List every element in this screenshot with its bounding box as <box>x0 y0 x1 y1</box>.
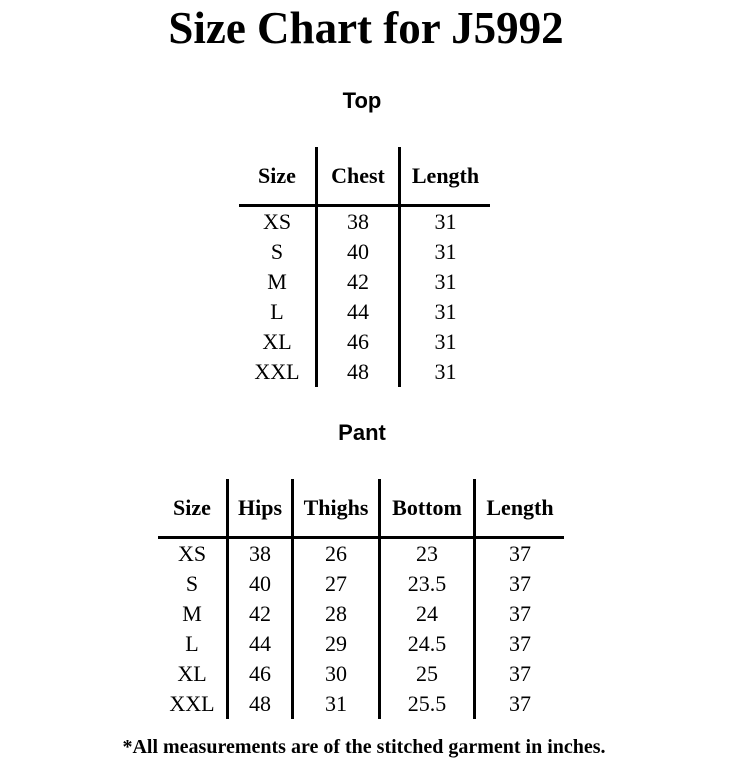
hips-cell: 40 <box>228 569 293 599</box>
bottom-cell: 24 <box>380 599 475 629</box>
top-col-chest: Chest <box>317 147 400 206</box>
length-cell: 31 <box>400 357 491 387</box>
length-cell: 37 <box>475 538 565 570</box>
size-cell: M <box>267 269 287 294</box>
hips-cell: 42 <box>228 599 293 629</box>
size-cell: S <box>185 571 199 596</box>
length-cell: 31 <box>400 267 491 297</box>
pant-col-thighs: Thighs <box>293 479 380 538</box>
table-row <box>158 538 564 570</box>
pant-header-row <box>158 479 564 538</box>
size-cell: L <box>185 631 199 656</box>
table-row <box>239 206 490 238</box>
table-row <box>239 267 490 297</box>
size-cell: XXL <box>254 359 300 384</box>
thighs-cell: 27 <box>293 569 380 599</box>
bottom-cell: 23 <box>380 538 475 570</box>
chest-cell: 38 <box>317 206 400 238</box>
table-row <box>158 599 564 629</box>
table-row <box>158 689 564 719</box>
length-cell: 31 <box>400 297 491 327</box>
pant-col-size: Size <box>173 494 211 520</box>
chest-cell: 42 <box>317 267 400 297</box>
bottom-cell: 25.5 <box>380 689 475 719</box>
length-cell: 37 <box>475 659 565 689</box>
pant-size-table <box>158 479 564 719</box>
table-row <box>158 629 564 659</box>
chest-cell: 46 <box>317 327 400 357</box>
bottom-cell: 25 <box>380 659 475 689</box>
size-cell: M <box>182 601 202 626</box>
top-header-row <box>239 147 490 206</box>
hips-cell: 44 <box>228 629 293 659</box>
chest-cell: 44 <box>317 297 400 327</box>
top-size-table <box>239 147 490 387</box>
size-cell: L <box>270 299 284 324</box>
length-cell: 37 <box>475 569 565 599</box>
pant-col-length: Length <box>475 479 565 538</box>
table-row <box>239 327 490 357</box>
size-cell: XL <box>177 661 207 686</box>
chest-cell: 48 <box>317 357 400 387</box>
length-cell: 37 <box>475 689 565 719</box>
chest-cell: 40 <box>317 237 400 267</box>
page-title: Size Chart for J5992 <box>168 3 564 53</box>
top-col-length: Length <box>400 147 491 206</box>
top-col-size: Size <box>258 162 296 188</box>
hips-cell: 48 <box>228 689 293 719</box>
top-heading: Top <box>342 88 382 113</box>
hips-cell: 46 <box>228 659 293 689</box>
length-cell: 37 <box>475 599 565 629</box>
size-cell: XL <box>262 329 292 354</box>
length-cell: 37 <box>475 629 565 659</box>
size-cell: S <box>270 239 284 264</box>
thighs-cell: 28 <box>293 599 380 629</box>
bottom-cell: 24.5 <box>380 629 475 659</box>
table-row <box>239 237 490 267</box>
measurement-footnote: *All measurements are of the stitched garment in inches. <box>122 736 606 758</box>
table-row <box>239 357 490 387</box>
pant-heading: Pant <box>338 420 386 445</box>
bottom-cell: 23.5 <box>380 569 475 599</box>
table-row <box>158 659 564 689</box>
thighs-cell: 29 <box>293 629 380 659</box>
size-cell: XS <box>262 209 292 234</box>
length-cell: 31 <box>400 237 491 267</box>
table-row <box>158 569 564 599</box>
thighs-cell: 30 <box>293 659 380 689</box>
length-cell: 31 <box>400 206 491 238</box>
size-cell: XXL <box>169 691 215 716</box>
hips-cell: 38 <box>228 538 293 570</box>
pant-col-bottom: Bottom <box>380 479 475 538</box>
size-cell: XS <box>177 541 207 566</box>
length-cell: 31 <box>400 327 491 357</box>
thighs-cell: 31 <box>293 689 380 719</box>
thighs-cell: 26 <box>293 538 380 570</box>
pant-col-hips: Hips <box>228 479 293 538</box>
table-row <box>239 297 490 327</box>
